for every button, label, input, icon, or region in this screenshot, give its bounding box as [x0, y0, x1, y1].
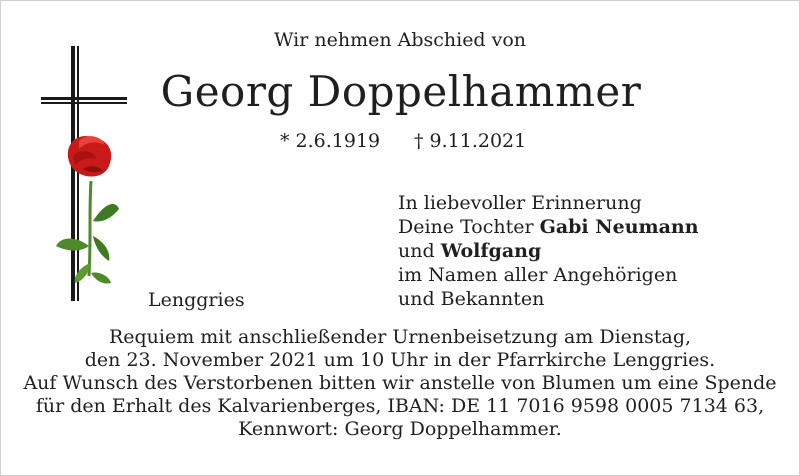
mourners-line: und Bekannten	[398, 288, 545, 310]
deceased-name: Georg Doppelhammer	[160, 67, 642, 116]
mourners-line: Deine Tochter Gabi Neumann	[398, 216, 699, 238]
service-line: Requiem mit anschließender Urnenbeisetzung am Dienstag,	[108, 326, 692, 348]
mourners-line: und Wolfgang	[398, 240, 542, 262]
service-line: den 23. November 2021 um 10 Uhr in der Pfarrkirche Lenggries.	[84, 349, 716, 371]
cross-rose-icon	[31, 41, 131, 311]
mourner-name: Gabi Neumann	[539, 216, 699, 238]
place-name: Lenggries	[148, 289, 245, 311]
service-line: für den Erhalt des Kalvarienberges, IBAN: DE 11 7016 9598 0005 7134 63,	[35, 395, 765, 417]
service-text	[1, 326, 799, 441]
birth-date: * 2.6.1919	[280, 130, 381, 152]
death-date: † 9.11.2021	[414, 130, 527, 152]
mourner-name: Wolfgang	[440, 240, 542, 262]
service-line: Auf Wunsch des Verstorbenen bitten wir anstelle von Blumen um eine Spende	[23, 372, 777, 394]
mourners-line: In liebevoller Erinnerung	[398, 192, 642, 214]
mourners-line: im Namen aller Angehörigen	[398, 264, 678, 286]
intro-line: Wir nehmen Abschied von	[273, 29, 527, 51]
mourners-block	[398, 191, 699, 311]
service-line: Kennwort: Georg Doppelhammer.	[238, 418, 562, 440]
rose-icon	[56, 136, 119, 284]
